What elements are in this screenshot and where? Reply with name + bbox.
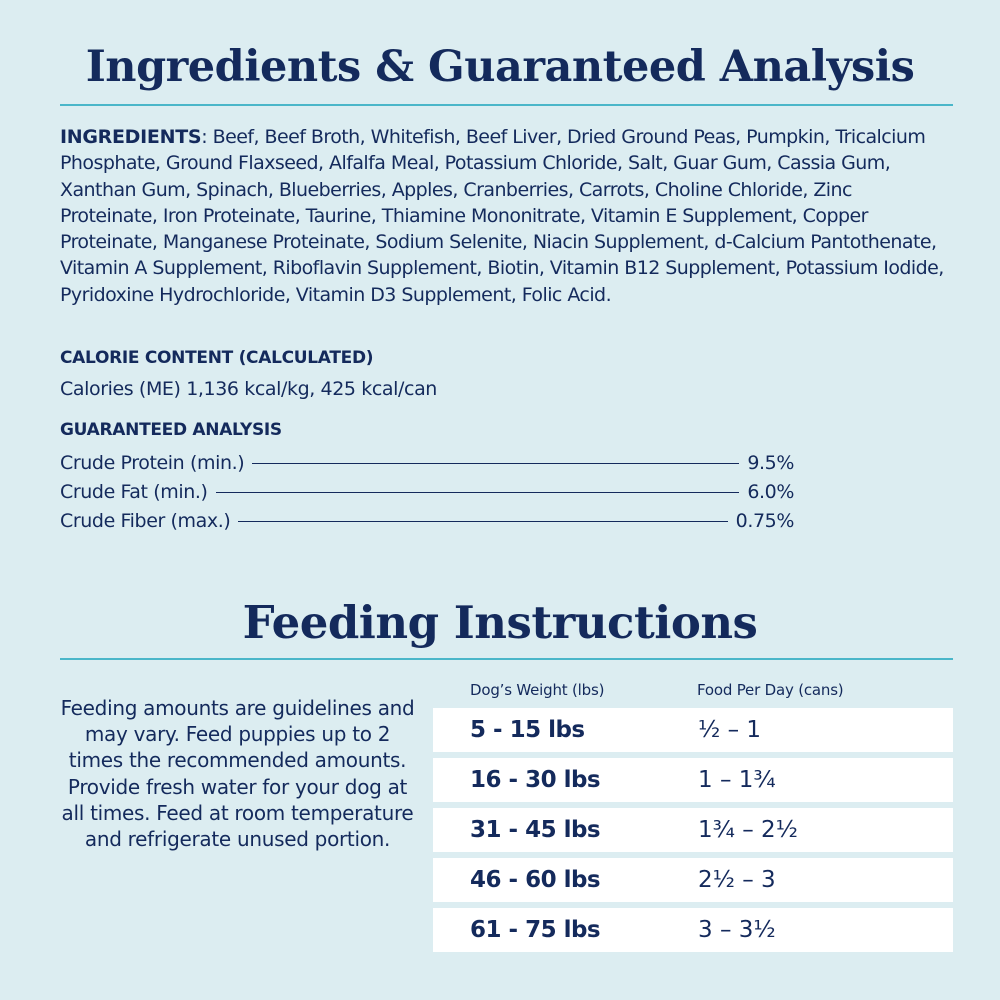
ingredients-paragraph xyxy=(60,124,953,308)
feeding-row xyxy=(433,758,953,802)
weight-cell: 61 - 75 lbs xyxy=(470,917,601,943)
weight-cell: 16 - 30 lbs xyxy=(470,767,601,793)
food-cell: 1¾ – 2½ xyxy=(698,817,798,843)
title-divider xyxy=(60,658,953,660)
food-cell: 3 – 3½ xyxy=(698,917,776,943)
feeding-note: Feeding amounts are guidelines and may vary. Feed puppies up to 2 times the recommended amounts. Provide fresh water for your dog at all times. Feed at room temperature and refrigerate unused portion. xyxy=(60,696,415,852)
feeding-row xyxy=(433,708,953,752)
title-divider xyxy=(60,104,953,106)
analysis-value: 6.0% xyxy=(747,481,794,503)
ingredients-analysis-title: Ingredients & Guaranteed Analysis xyxy=(85,42,915,92)
ingredients-label: INGREDIENTS xyxy=(60,126,202,148)
weight-cell: 46 - 60 lbs xyxy=(470,867,601,893)
calorie-text: Calories (ME) 1,136 kcal/kg, 425 kcal/can xyxy=(60,378,437,400)
analysis-label: Crude Fat (min.) xyxy=(60,481,208,503)
analysis-label: Crude Fiber (max.) xyxy=(60,510,231,532)
leader-line xyxy=(252,463,739,464)
leader-line xyxy=(216,492,740,493)
food-cell: ½ – 1 xyxy=(698,717,762,743)
weight-cell: 31 - 45 lbs xyxy=(470,817,601,843)
calorie-heading: CALORIE CONTENT (CALCULATED) xyxy=(60,348,374,368)
feeding-row xyxy=(433,808,953,852)
ingredients-list: : Beef, Beef Broth, Whitefish, Beef Liver, Dried Ground Peas, Pumpkin, Tricalcium Phosphate, Ground Flaxseed, Alfalfa Meal, Potassium Chloride, Salt, Guar Gum, Cassia Gum, Xanthan Gum, Spinach, Blueberries, Apples, Cranberries, Carrots, Choline Chloride, Zinc Proteinate, Iron Proteinate, Taurine, Thiamine Mononitrate, Vitamin E Supplement, Copper Proteinate, Manganese Proteinate, Sodium Selenite, Niacin Supplement, d-Calcium Pantothenate, Vitamin A Supplement, Riboflavin Supplement, Biotin, Vitamin B12 Supplement, Potassium Iodide, Pyridoxine Hydrochloride, Vitamin D3 Supplement, Folic Acid. xyxy=(60,126,944,306)
column-header-food: Food Per Day (cans) xyxy=(697,681,844,699)
leader-line xyxy=(238,521,727,522)
weight-cell: 5 - 15 lbs xyxy=(470,717,585,743)
food-cell: 1 – 1¾ xyxy=(698,767,776,793)
guaranteed-analysis-heading: GUARANTEED ANALYSIS xyxy=(60,420,282,440)
analysis-row xyxy=(60,450,794,476)
food-cell: 2½ – 3 xyxy=(698,867,776,893)
feeding-row xyxy=(433,908,953,952)
feeding-row xyxy=(433,858,953,902)
analysis-label: Crude Protein (min.) xyxy=(60,452,245,474)
analysis-row xyxy=(60,479,794,505)
column-header-weight: Dog’s Weight (lbs) xyxy=(470,681,605,699)
analysis-row xyxy=(60,508,794,534)
analysis-value: 9.5% xyxy=(747,452,794,474)
feeding-instructions-title: Feeding Instructions xyxy=(242,596,758,649)
analysis-value: 0.75% xyxy=(735,510,794,532)
